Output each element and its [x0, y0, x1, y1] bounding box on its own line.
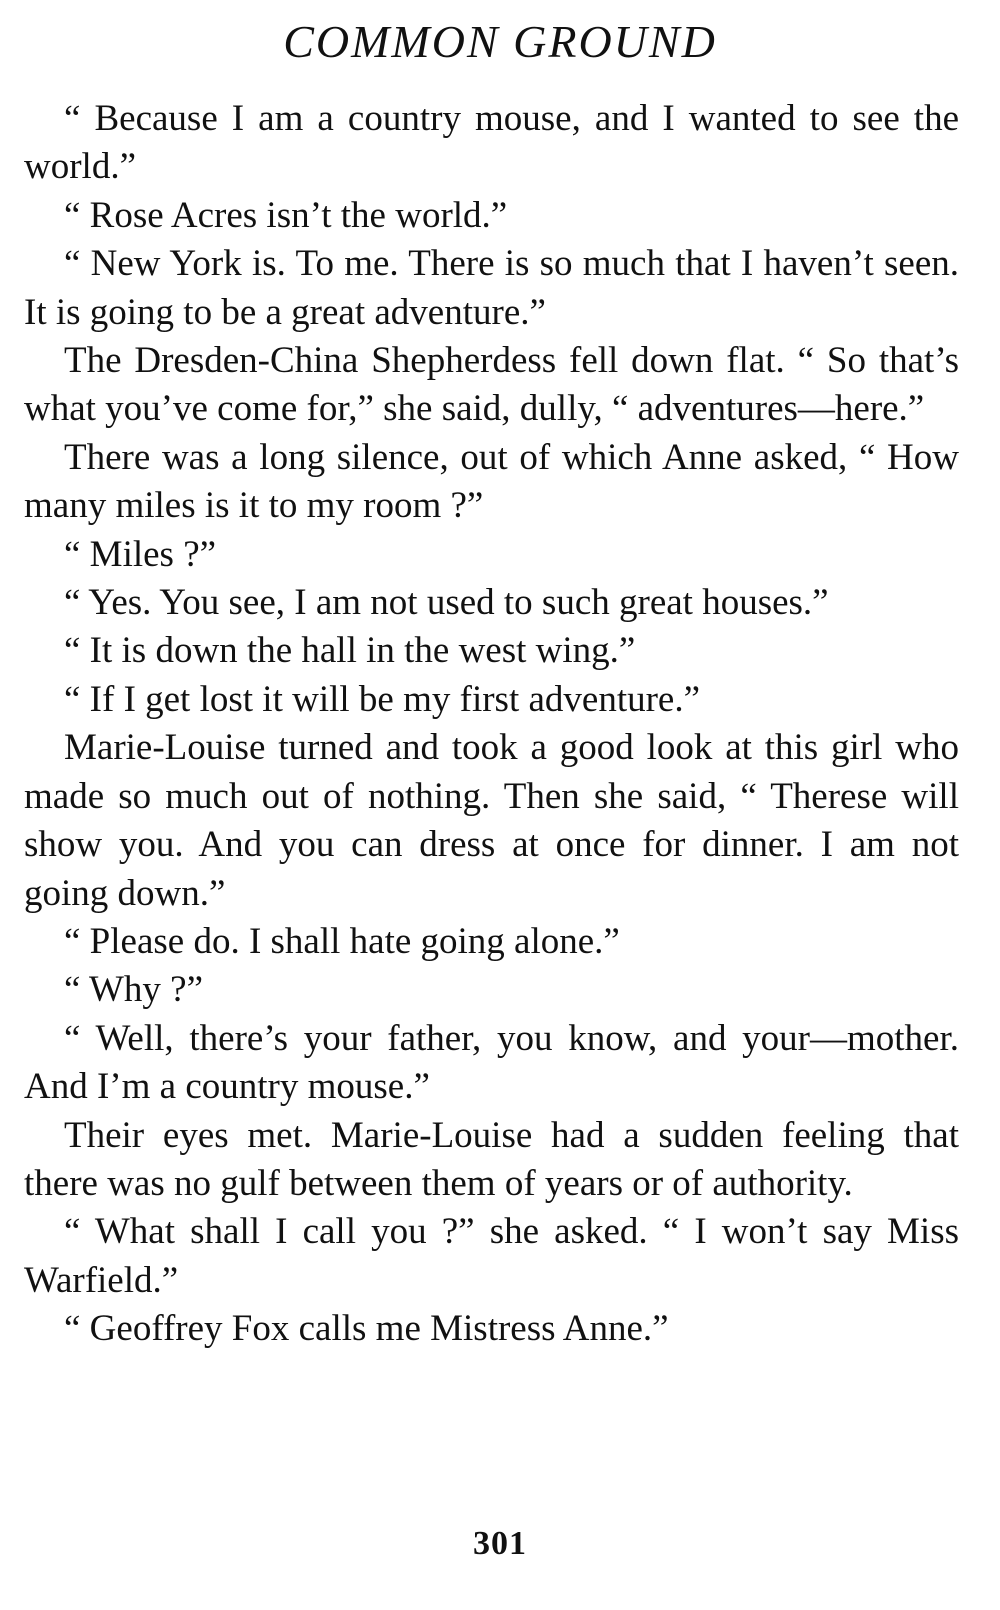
paragraph: “ What shall I call you ?” she asked. “ I won’t say Miss Warfield.” — [24, 1211, 959, 1301]
paragraph: “ Please do. I shall hate going alone.” — [64, 920, 620, 962]
paragraph: There was a long silence, out of which Anne asked, “ How many miles is it to my room ?” — [24, 436, 959, 527]
paragraph: “ New York is. To me. There is so much that I haven’t seen. It is going to be a great adventure.” — [24, 243, 959, 333]
paragraph: “ Because I am a country mouse, and I wanted to see the world.” — [24, 98, 959, 188]
paragraph: “ Rose Acres isn’t the world.” — [64, 194, 508, 236]
paragraph: Their eyes met. Marie-Louise had a sudden feeling that there was no gulf between them of years or of authority. — [24, 1114, 959, 1204]
paragraph: “ Well, there’s your father, you know, and your—mother. And I’m a country mouse.” — [24, 1017, 959, 1108]
paragraph: “ Miles ?” — [64, 533, 217, 575]
running-head: COMMON GROUND — [283, 16, 717, 67]
paragraph: Marie-Louise turned and took a good look at this girl who made so much out of nothing. Then she said, “ Therese will show you. And you can dress at once for dinner. I am not going down.” — [24, 727, 959, 914]
paragraph: “ If I get lost it will be my first adventure.” — [64, 678, 701, 720]
paragraph: “ Yes. You see, I am not used to such great houses.” — [64, 582, 829, 624]
paragraph: “ Why ?” — [64, 969, 204, 1011]
page-number: 301 — [473, 1525, 527, 1562]
paragraph: “ Geoffrey Fox calls me Mistress Anne.” — [64, 1308, 669, 1350]
paragraph: “ It is down the hall in the west wing.” — [64, 630, 636, 672]
paragraph: The Dresden-China Shepherdess fell down flat. “ So that’s what you’ve come for,” she said, dully, “ adventures—here.” — [24, 340, 959, 430]
body-text — [24, 95, 959, 1354]
